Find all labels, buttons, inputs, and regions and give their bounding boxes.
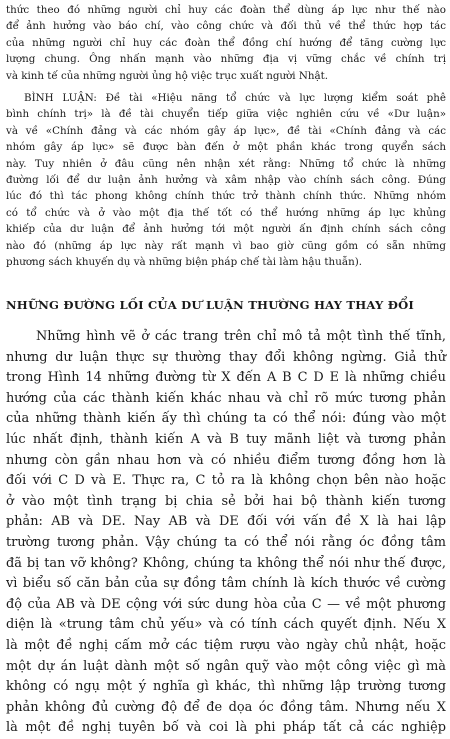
text-line: độ của AB và DE cộng với sức dung hòa của C — về một phương	[6, 596, 446, 612]
text-line: lúc nhất định, thành kiến A và B tuy mãnh liệt và tương phản	[6, 431, 446, 447]
text-line: nhưng còn gần nhau hơn và có nhiều điểm tương đồng hơn là	[6, 452, 446, 468]
text-line: đối với C D và E. Thực ra, C tỏ ra là không chọn bên nào hoặc	[6, 473, 446, 489]
text-line: nhóm gây áp lực» sẽ được bàn đến ở một phần khác trong quyển sách	[6, 141, 446, 154]
text-line: đường lối để dư luận ảnh hưởng và xâm nhập vào chính sách công. Đúng	[6, 174, 446, 187]
book-page	[6, 2, 446, 736]
text-line: thức theo đó những người chỉ huy các đoàn thể dùng áp lực như thế nào	[6, 4, 446, 16]
text-line: là một đề nghị cấm mở các tiệm rượu vào ngày chủ nhật, hoặc	[6, 637, 446, 653]
text-line: ở vào một tình trạng bị chia sẻ bởi hai bộ thành kiến tương	[6, 493, 446, 509]
text-line: bình chính trị» là đề tài chuyển tiếp giữa việc nghiên cứu về «Dư luận»	[6, 108, 446, 121]
text-line: nhưng dư luận thực sự thường thay đổi không ngừng. Giả thử	[6, 349, 446, 365]
text-line: BÌNH LUẬN: Đề tài «Hiệu năng tổ chức và lực lượng kiểm soát phê	[24, 92, 446, 105]
text-line: và kinh tế của những người ủng hộ việc trục xuất người Nhật.	[6, 69, 329, 82]
text-line: vì biểu số căn bản của sự đồng tâm chính là kích thước về cường	[6, 576, 446, 592]
text-line: Những hình vẽ ở các trang trên chỉ mô tả một tình thế tĩnh,	[36, 329, 446, 344]
text-line: để ảnh hưởng vào báo chí, vào công chức và đối thủ về thể thức hợp tác	[6, 20, 446, 33]
text-line: trường tương phản. Vậy chúng ta có thể nói rằng óc đồng tâm	[6, 534, 446, 550]
text-line: của những thành kiến ấy thì chúng ta có thể nói: đúng vào một	[6, 411, 446, 427]
intro-paragraph	[6, 2, 446, 84]
text-line: phản: AB và DE. Nay AB và DE đối với vấn đề X là hai lập	[6, 514, 446, 530]
text-line: một dự án luật dành một số ngân quỹ vào một công việc gì mà	[6, 658, 446, 674]
text-line: phản không đủ cường độ để đe dọa óc đồng tâm. Nhưng nếu X	[6, 699, 446, 715]
text-line: của những người chỉ huy các đoàn thể đồng chí hướng để tăng cường lực	[6, 36, 446, 49]
text-line: nào đó (những áp lực này rất mạnh vì bao giờ cũng gồm có sẵn những	[6, 239, 446, 252]
text-line: là một đề nghị tuyên bố và coi là phi pháp tất cả các nghiệp	[6, 720, 446, 736]
text-line: hướng của các thành kiến khác nhau và chỉ rõ mức tương phản	[6, 390, 446, 406]
section-heading: NHỮNG ĐƯỜNG LỐI CỦA DƯ LUẬN THƯỜNG HAY THAY ĐỔI	[6, 298, 414, 312]
text-line: và về «Chính đảng và các nhóm gây áp lực», đề tài «Chính đảng và các	[6, 124, 446, 137]
text-line: không có ngụ một ý nghĩa gì khác, thì những lập trường tương	[6, 679, 446, 695]
text-line: này. Tuy nhiên ở đâu cũng nên nhận xét rằng: Những tổ chức là những	[6, 157, 446, 170]
text-line: lúc đó thì tác phong không chính thức trở thành chính thức. Những nhóm	[6, 190, 446, 203]
text-line: đã bị tan vỡ không? Không, chúng ta không thể nói như thế được,	[6, 555, 446, 571]
body-paragraph	[6, 327, 446, 739]
text-line: trong Hình 14 những đường từ X đến A B C D E là những chiều	[6, 370, 446, 386]
text-line: khiếp của dư luận để ảnh hưởng tới một người ấn định chính sách công	[6, 223, 446, 236]
commentary-paragraph	[6, 90, 446, 270]
text-line: diện là «trung tâm chủ yếu» và có tính cách quyết định. Nếu X	[6, 617, 446, 633]
text-line: có tổ chức và ở vào một địa thế tốt có thể hướng những áp lực khủng	[6, 206, 446, 219]
text-line: phương sách khuyến dụ và những biện pháp chế tài làm hậu thuẫn).	[6, 256, 363, 269]
text-line: lượng chung. Ông nhấn mạnh vào những địa vị vững chắc về chính trị	[6, 53, 446, 66]
